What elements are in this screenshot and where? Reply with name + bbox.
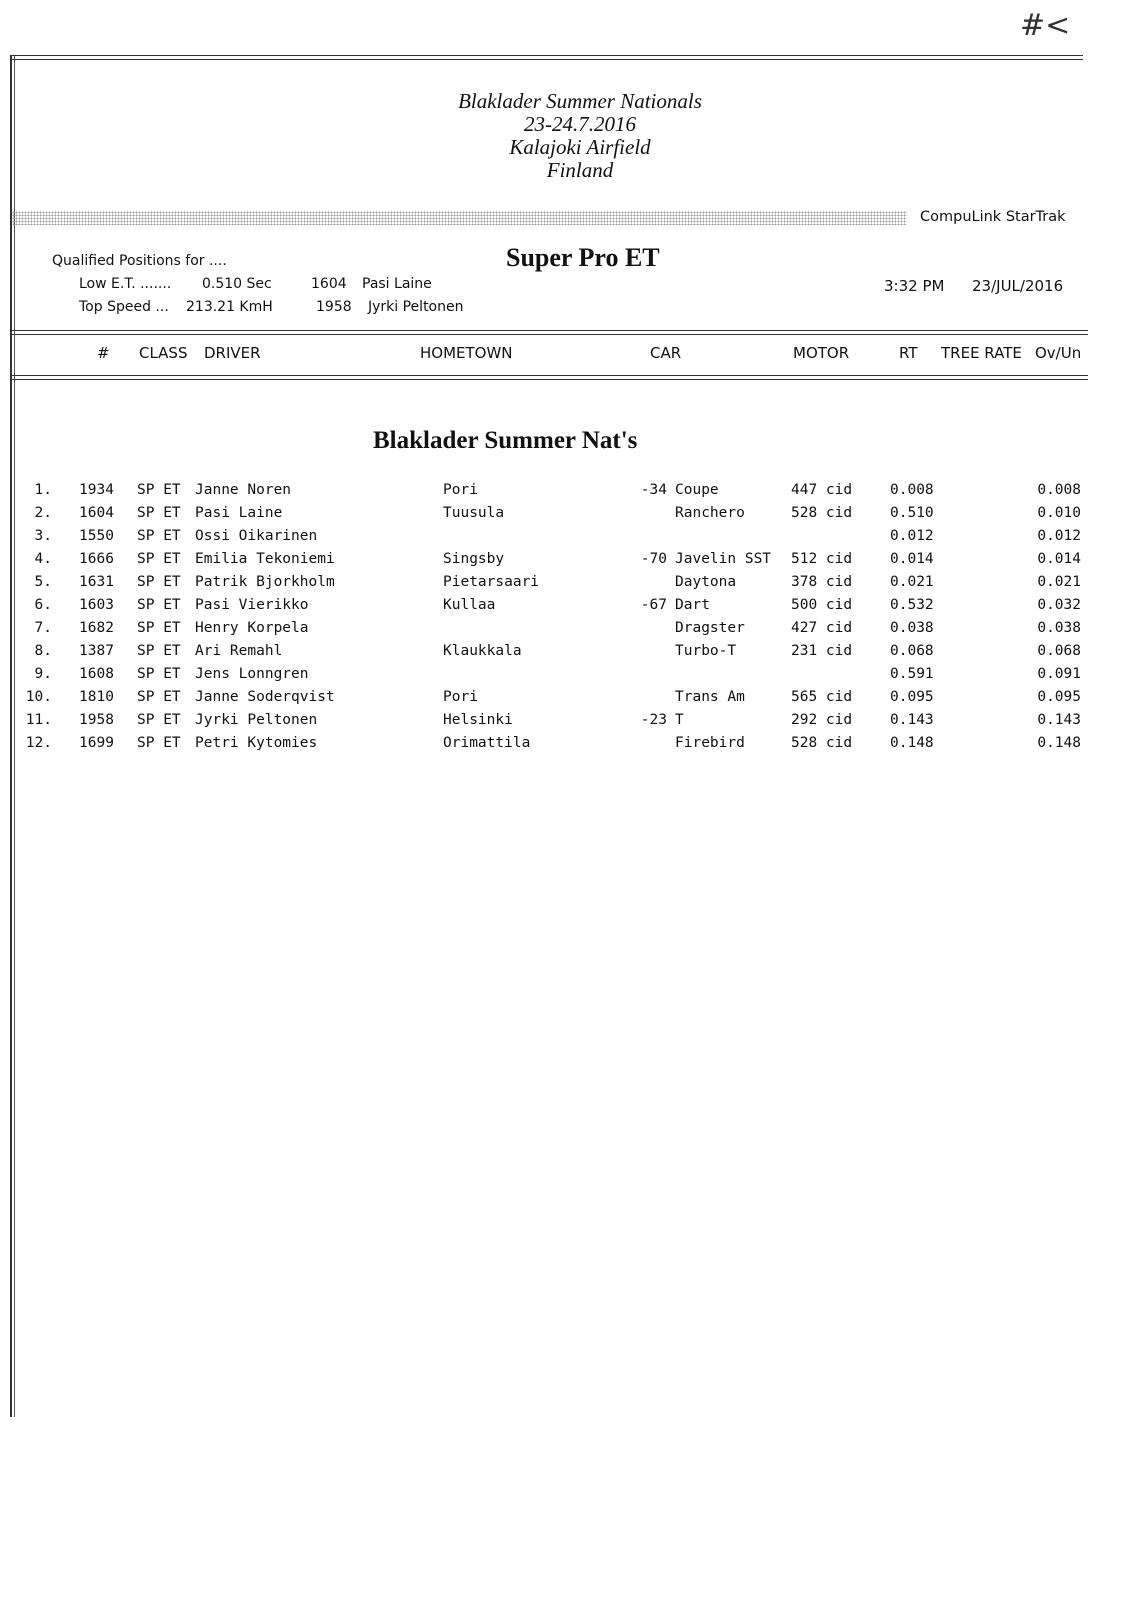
- row-driver: Petri Kytomies: [195, 735, 318, 751]
- row-position: 5.: [34, 574, 52, 590]
- row-reaction-time: 0.591: [890, 666, 934, 682]
- col-header-ov-un: Ov/Un: [1035, 344, 1082, 362]
- col-header-driver: DRIVER: [204, 344, 261, 362]
- handwritten-mark: #<: [1020, 8, 1071, 43]
- table-row: [0, 597, 1123, 620]
- table-row: [0, 643, 1123, 666]
- row-driver: Henry Korpela: [195, 620, 309, 636]
- row-class: SP ET: [137, 643, 181, 659]
- row-motor: 292 cid: [791, 712, 853, 728]
- row-car: T: [675, 712, 684, 728]
- row-reaction-time: 0.014: [890, 551, 934, 567]
- row-car-number: 1699: [79, 735, 114, 751]
- table-row: [0, 689, 1123, 712]
- event-venue: Kalajoki Airfield: [509, 135, 651, 159]
- header-rule-bottom: [10, 375, 1088, 376]
- low-et-driver: Pasi Laine: [362, 276, 432, 292]
- row-hometown: Pietarsaari: [443, 574, 540, 590]
- top-speed-driver: Jyrki Peltonen: [368, 299, 464, 315]
- row-car: Coupe: [675, 482, 719, 498]
- row-driver: Jyrki Peltonen: [195, 712, 318, 728]
- row-reaction-time: 0.095: [890, 689, 934, 705]
- row-over-under: 0.068: [1037, 643, 1081, 659]
- row-class: SP ET: [137, 666, 181, 682]
- row-motor: 427 cid: [791, 620, 853, 636]
- qualified-label: Qualified Positions for ....: [52, 253, 227, 269]
- row-driver: Pasi Laine: [195, 505, 283, 521]
- table-row: [0, 482, 1123, 505]
- row-over-under: 0.143: [1037, 712, 1081, 728]
- row-position: 9.: [34, 666, 52, 682]
- row-car: Firebird: [675, 735, 745, 751]
- section-title: Blaklader Summer Nat's: [373, 427, 638, 454]
- table-row: [0, 666, 1123, 689]
- row-car-prefix: -70: [640, 551, 667, 567]
- row-class: SP ET: [137, 574, 181, 590]
- row-position: 3.: [34, 528, 52, 544]
- row-position: 12.: [25, 735, 52, 751]
- row-car: Dart: [675, 597, 710, 613]
- top-rule: [10, 55, 1083, 56]
- row-car: Daytona: [675, 574, 737, 590]
- row-reaction-time: 0.038: [890, 620, 934, 636]
- row-position: 8.: [34, 643, 52, 659]
- row-car-number: 1934: [79, 482, 114, 498]
- table-row: [0, 551, 1123, 574]
- row-over-under: 0.038: [1037, 620, 1081, 636]
- row-car: Trans Am: [675, 689, 745, 705]
- row-car-number: 1631: [79, 574, 114, 590]
- row-reaction-time: 0.510: [890, 505, 934, 521]
- row-hometown: Pori: [443, 689, 478, 705]
- row-class: SP ET: [137, 597, 181, 613]
- row-motor: 447 cid: [791, 482, 853, 498]
- top-speed-label: Top Speed ...: [79, 299, 169, 315]
- col-header-motor: MOTOR: [793, 344, 850, 362]
- row-car-prefix: -67: [640, 597, 667, 613]
- row-over-under: 0.032: [1037, 597, 1081, 613]
- row-hometown: Singsby: [443, 551, 505, 567]
- col-header-hometown: HOMETOWN: [420, 344, 513, 362]
- row-motor: 512 cid: [791, 551, 853, 567]
- row-driver: Pasi Vierikko: [195, 597, 309, 613]
- row-motor: 231 cid: [791, 643, 853, 659]
- row-car-number: 1666: [79, 551, 114, 567]
- top-speed-number: 1958: [316, 299, 352, 315]
- dotted-band: [12, 211, 907, 225]
- row-hometown: Kullaa: [443, 597, 496, 613]
- table-row: [0, 735, 1123, 758]
- row-driver: Janne Noren: [195, 482, 292, 498]
- row-class: SP ET: [137, 505, 181, 521]
- row-class: SP ET: [137, 689, 181, 705]
- row-hometown: Klaukkala: [443, 643, 522, 659]
- row-driver: Patrik Bjorkholm: [195, 574, 335, 590]
- row-class: SP ET: [137, 712, 181, 728]
- row-reaction-time: 0.012: [890, 528, 934, 544]
- col-header-tree-rate: TREE RATE: [941, 344, 1022, 362]
- row-motor: 565 cid: [791, 689, 853, 705]
- row-car-number: 1810: [79, 689, 114, 705]
- row-car-number: 1387: [79, 643, 114, 659]
- report-date: 23/JUL/2016: [972, 277, 1064, 295]
- row-car-prefix: -23: [640, 712, 667, 728]
- row-position: 6.: [34, 597, 52, 613]
- row-driver: Ari Remahl: [195, 643, 283, 659]
- row-car-number: 1603: [79, 597, 114, 613]
- class-title: Super Pro ET: [506, 243, 660, 272]
- low-et-value: 0.510 Sec: [202, 276, 272, 292]
- row-over-under: 0.008: [1037, 482, 1081, 498]
- row-over-under: 0.010: [1037, 505, 1081, 521]
- low-et-label: Low E.T. .......: [79, 276, 172, 292]
- row-class: SP ET: [137, 482, 181, 498]
- row-reaction-time: 0.021: [890, 574, 934, 590]
- row-car-number: 1608: [79, 666, 114, 682]
- row-car-prefix: -34: [640, 482, 667, 498]
- row-reaction-time: 0.148: [890, 735, 934, 751]
- row-driver: Janne Soderqvist: [195, 689, 335, 705]
- row-class: SP ET: [137, 735, 181, 751]
- row-reaction-time: 0.143: [890, 712, 934, 728]
- row-driver: Ossi Oikarinen: [195, 528, 318, 544]
- col-header-rt: RT: [899, 344, 918, 362]
- top-rule-inner: [10, 59, 1083, 60]
- row-reaction-time: 0.008: [890, 482, 934, 498]
- system-name: CompuLink StarTrak: [920, 209, 1066, 225]
- row-over-under: 0.021: [1037, 574, 1081, 590]
- header-rule-top-inner: [10, 334, 1088, 335]
- top-speed-value: 213.21 KmH: [186, 299, 273, 315]
- row-motor: 528 cid: [791, 505, 853, 521]
- row-over-under: 0.095: [1037, 689, 1081, 705]
- header-rule-top: [10, 330, 1088, 331]
- row-hometown: Pori: [443, 482, 478, 498]
- event-title: Blaklader Summer Nationals: [458, 89, 702, 113]
- row-driver: Jens Lonngren: [195, 666, 309, 682]
- row-car: Turbo-T: [675, 643, 737, 659]
- row-motor: 378 cid: [791, 574, 853, 590]
- row-car: Ranchero: [675, 505, 745, 521]
- col-header-number: #: [97, 344, 110, 362]
- row-car-number: 1604: [79, 505, 114, 521]
- row-motor: 500 cid: [791, 597, 853, 613]
- row-car-number: 1958: [79, 712, 114, 728]
- row-car-number: 1550: [79, 528, 114, 544]
- table-row: [0, 574, 1123, 597]
- table-row: [0, 528, 1123, 551]
- row-motor: 528 cid: [791, 735, 853, 751]
- row-position: 1.: [34, 482, 52, 498]
- row-hometown: Helsinki: [443, 712, 513, 728]
- row-car-number: 1682: [79, 620, 114, 636]
- row-position: 7.: [34, 620, 52, 636]
- low-et-number: 1604: [311, 276, 347, 292]
- row-position: 10.: [25, 689, 52, 705]
- table-row: [0, 620, 1123, 643]
- row-hometown: Orimattila: [443, 735, 531, 751]
- event-dates: 23-24.7.2016: [524, 112, 636, 136]
- row-class: SP ET: [137, 528, 181, 544]
- row-position: 4.: [34, 551, 52, 567]
- row-reaction-time: 0.068: [890, 643, 934, 659]
- row-over-under: 0.091: [1037, 666, 1081, 682]
- row-car: Javelin SST: [675, 551, 772, 567]
- header-rule-bottom-inner: [10, 379, 1088, 380]
- row-hometown: Tuusula: [443, 505, 505, 521]
- col-header-class: CLASS: [139, 344, 188, 362]
- row-class: SP ET: [137, 551, 181, 567]
- table-row: [0, 712, 1123, 735]
- row-car: Dragster: [675, 620, 745, 636]
- row-class: SP ET: [137, 620, 181, 636]
- report-time: 3:32 PM: [884, 277, 945, 295]
- row-position: 11.: [25, 712, 52, 728]
- row-position: 2.: [34, 505, 52, 521]
- event-country: Finland: [546, 158, 614, 182]
- row-reaction-time: 0.532: [890, 597, 934, 613]
- table-row: [0, 505, 1123, 528]
- col-header-car: CAR: [650, 344, 682, 362]
- row-over-under: 0.014: [1037, 551, 1081, 567]
- row-over-under: 0.148: [1037, 735, 1081, 751]
- row-over-under: 0.012: [1037, 528, 1081, 544]
- row-driver: Emilia Tekoniemi: [195, 551, 335, 567]
